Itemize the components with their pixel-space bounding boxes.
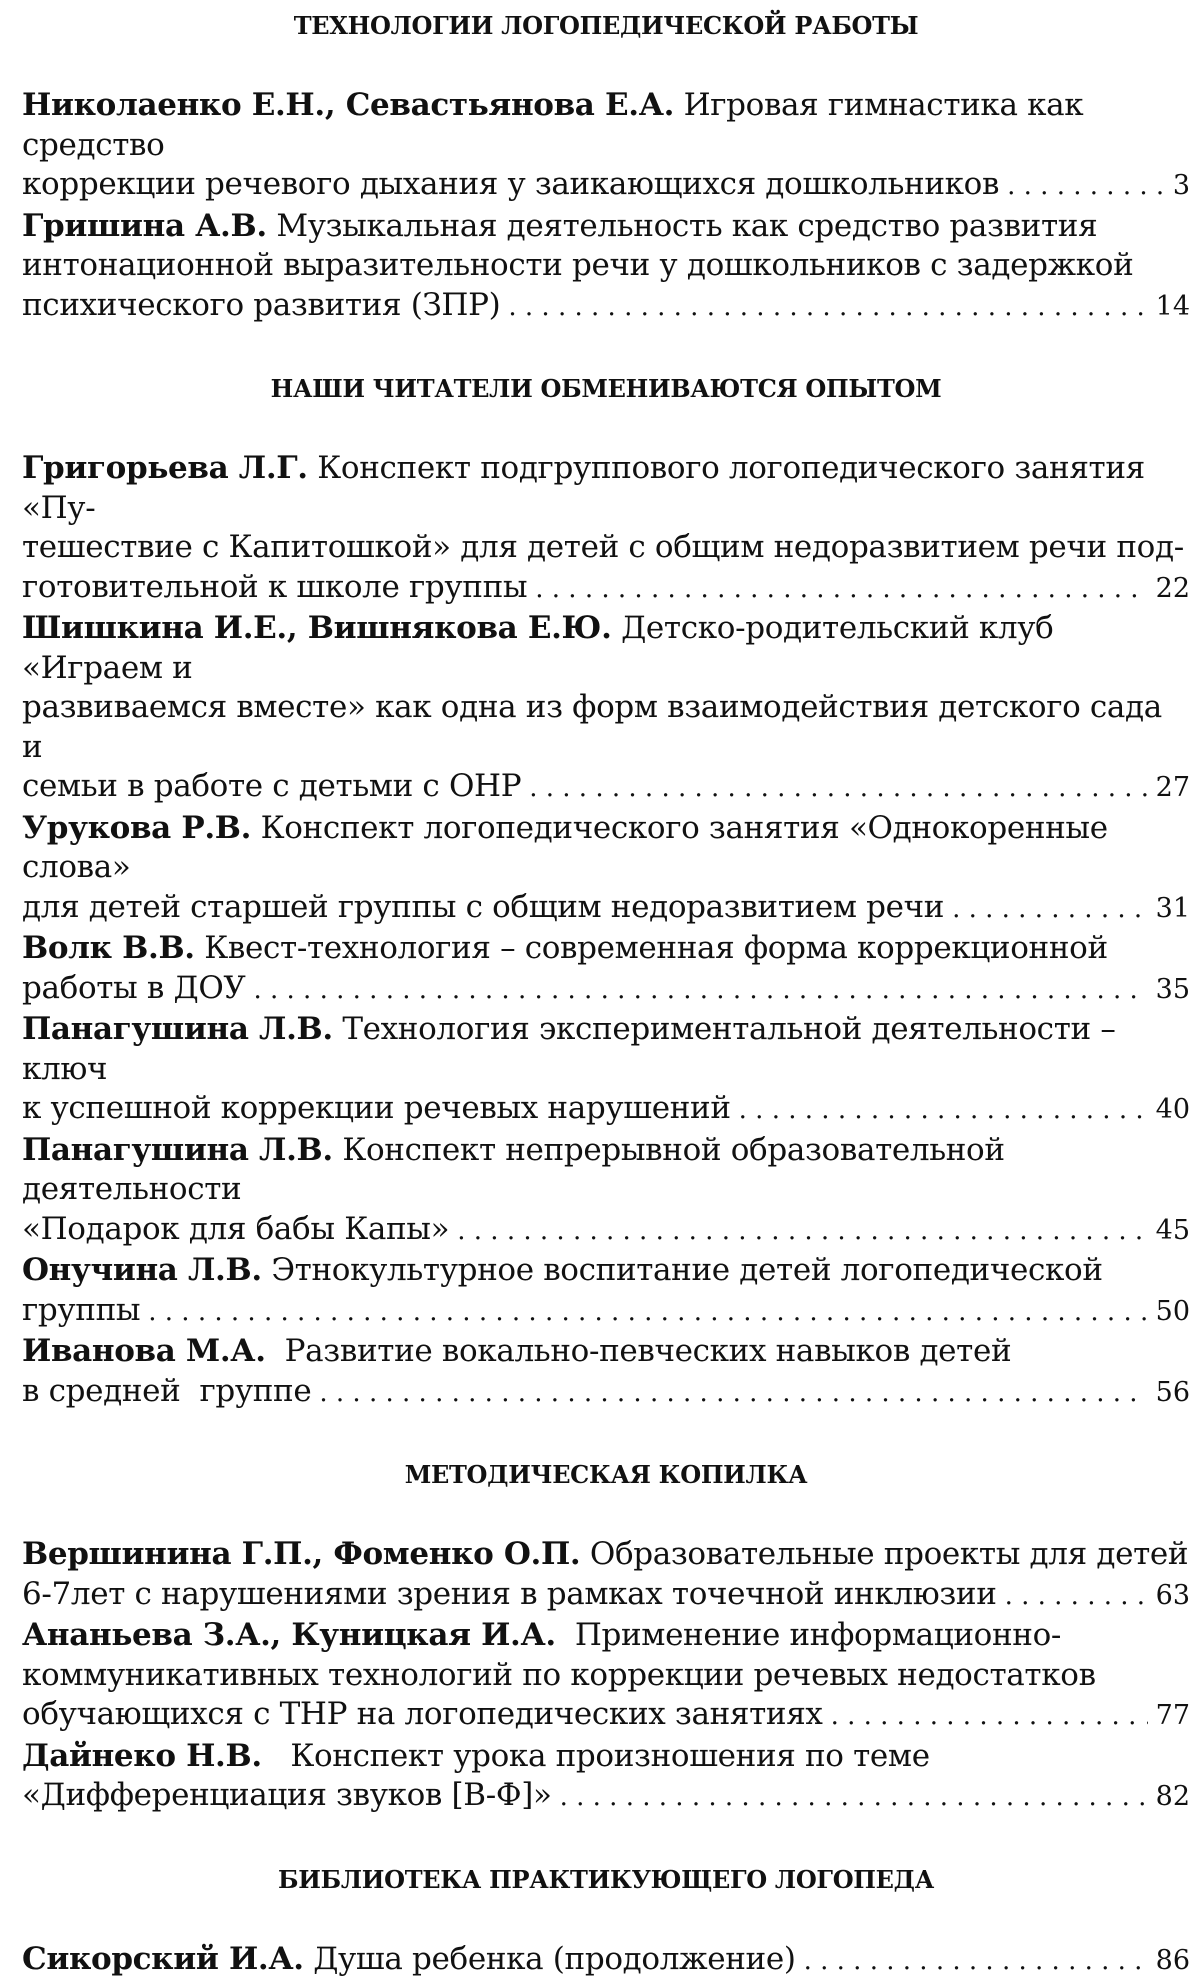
entry-authors: Григорьева Л.Г. (22, 450, 308, 486)
entry-page-number: 77 (1156, 1696, 1190, 1736)
toc-entry[interactable] (22, 1332, 1190, 1413)
entry-first-line (22, 1535, 1190, 1575)
toc-entry[interactable] (22, 1131, 1190, 1252)
entry-first-line (22, 207, 1190, 247)
section-entries (22, 1940, 1190, 1981)
toc-entry[interactable] (22, 609, 1190, 809)
entry-first-line (22, 1737, 1190, 1777)
entry-title-end: «Дифференциация звуков [В-Ф]» (22, 1776, 552, 1816)
toc-entry[interactable] (22, 207, 1190, 328)
entry-title-line: развиваемся вместе» как одна из форм взаимодействия детского сада и (22, 688, 1190, 767)
entry-authors: Гришина А.В. (22, 208, 267, 244)
entry-last-line (22, 1776, 1190, 1818)
entry-title-line: коммуникативных технологий по коррекции речевых недостатков (22, 1656, 1190, 1696)
dot-leader (535, 570, 1147, 610)
entry-page-number: 86 (1156, 1941, 1190, 1981)
entry-last-line (22, 165, 1190, 207)
entry-last-line (22, 1940, 1190, 1981)
entry-first-line (22, 929, 1190, 969)
entry-last-line (22, 888, 1190, 930)
entry-page-number: 22 (1156, 569, 1190, 609)
entry-title-line: Конспект логопедического занятия «Однокоренные слова» (22, 810, 1108, 886)
entry-authors: Иванова М.А. (22, 1333, 266, 1369)
entry-title-line: Конспект урока произношения по теме (290, 1738, 929, 1774)
entry-authors: Панагушина Л.В. (22, 1011, 333, 1047)
entry-page-number: 82 (1156, 1777, 1190, 1817)
entry-last-line (22, 286, 1190, 328)
entry-title-end: «Подарок для бабы Капы» (22, 1210, 449, 1250)
entry-first-line (22, 809, 1190, 888)
entry-title-end: работы в ДОУ (22, 969, 245, 1009)
entry-authors: Ананьева З.А., Куницкая И.А. (22, 1617, 556, 1653)
toc-section (22, 371, 1190, 1413)
entry-first-line (22, 1332, 1190, 1372)
entry-title-end: к успешной коррекции речевых нарушений (22, 1089, 731, 1129)
dot-leader (319, 1374, 1147, 1414)
dot-leader (529, 769, 1147, 809)
entry-page-number: 27 (1156, 768, 1190, 808)
entry-last-line (22, 1291, 1190, 1333)
entry-first-line (22, 1131, 1190, 1210)
toc-entry[interactable] (22, 1535, 1190, 1616)
section-entries (22, 86, 1190, 327)
entry-last-line (22, 1089, 1190, 1131)
dot-leader (508, 288, 1147, 328)
dot-leader (148, 1293, 1147, 1333)
toc-section (22, 1457, 1190, 1818)
entry-title-end: в средней группе (22, 1372, 311, 1412)
entry-title-line: Этнокультурное воспитание детей логопедической (271, 1252, 1102, 1288)
entry-page-number: 3 (1173, 166, 1190, 206)
entry-first-line (22, 1010, 1190, 1089)
entry-title-line: Образовательные проекты для детей (590, 1536, 1188, 1572)
toc-entry[interactable] (22, 1737, 1190, 1818)
entry-page-number: 40 (1156, 1090, 1190, 1130)
entry-title-end: Душа ребенка (продолжение) (313, 1940, 795, 1980)
entry-first-line (22, 1251, 1190, 1291)
entry-authors: Вершинина Г.П., Фоменко О.П. (22, 1536, 580, 1572)
dot-leader (952, 890, 1148, 930)
entry-title-line: тешествие с Капитошкой» для детей с общим недоразвитием речи под- (22, 528, 1190, 568)
entry-title-line: Конспект подгруппового логопедического занятия «Пу- (22, 450, 1145, 526)
entry-last-line (22, 969, 1190, 1011)
toc-entry[interactable] (22, 1251, 1190, 1332)
dot-leader (253, 971, 1147, 1011)
entry-page-number: 56 (1156, 1373, 1190, 1413)
entry-title-end: обучающихся с ТНР на логопедических занятиях (22, 1695, 823, 1735)
entry-title-line: Музыкальная деятельность как средство развития (276, 208, 1097, 244)
dot-leader (560, 1778, 1148, 1818)
entry-page-number: 63 (1156, 1576, 1190, 1616)
entry-title-end: для детей старшей группы с общим недоразвитием речи (22, 888, 944, 928)
entry-page-number: 50 (1156, 1292, 1190, 1332)
entry-first-line (22, 86, 1190, 165)
entry-title-end: группы (22, 1291, 140, 1331)
entry-authors: Волк В.В. (22, 930, 195, 966)
entry-page-number: 31 (1156, 889, 1190, 929)
dot-leader (804, 1942, 1148, 1981)
entry-title-end: 6-7лет с нарушениями зрения в рамках точечной инклюзии (22, 1575, 997, 1615)
entry-title-line: Игровая гимнастика как средство (22, 87, 1083, 163)
toc-entry[interactable] (22, 1010, 1190, 1131)
entry-title-line: интонационной выразительности речи у дошкольников с задержкой (22, 246, 1190, 286)
entry-page-number: 35 (1156, 970, 1190, 1010)
entry-last-line (22, 568, 1190, 610)
entry-last-line (22, 1372, 1190, 1414)
entry-title-line: Развитие вокально-певческих навыков детей (285, 1333, 1012, 1369)
toc-entry[interactable] (22, 809, 1190, 930)
dot-leader (1005, 1577, 1148, 1617)
entry-first-line (22, 609, 1190, 688)
toc-section (22, 1862, 1190, 1981)
toc-entry[interactable] (22, 1616, 1190, 1737)
entry-title-line: Применение информационно- (575, 1617, 1061, 1653)
entry-first-line (22, 449, 1190, 528)
section-title: НАШИ ЧИТАТЕЛИ ОБМЕНИВАЮТСЯ ОПЫТОМ (22, 371, 1190, 407)
entry-title-end: психического развития (ЗПР) (22, 286, 500, 326)
entry-title-line: Технология экспериментальной деятельности – ключ (22, 1011, 1115, 1087)
section-entries (22, 1535, 1190, 1818)
section-entries (22, 449, 1190, 1413)
entry-title-line: Детско-родительский клуб «Играем и (22, 610, 1053, 686)
entry-title-end: коррекции речевого дыхания у заикающихся дошкольников (22, 165, 999, 205)
toc-entry[interactable] (22, 1940, 1190, 1981)
entry-authors: Шишкина И.Е., Вишнякова Е.Ю. (22, 610, 612, 646)
entry-title-line: Конспект непрерывной образовательной деятельности (22, 1132, 1005, 1208)
toc-entry[interactable] (22, 86, 1190, 207)
entry-page-number: 45 (1156, 1211, 1190, 1251)
dot-leader (831, 1697, 1148, 1737)
entry-authors: Урукова Р.В. (22, 810, 251, 846)
toc-section (22, 8, 1190, 327)
dot-leader (457, 1212, 1147, 1252)
entry-authors: Дайнеко Н.В. (22, 1738, 262, 1774)
section-title: МЕТОДИЧЕСКАЯ КОПИЛКА (22, 1457, 1190, 1493)
entry-last-line (22, 1575, 1190, 1617)
entry-title-line: Квест-технология – современная форма коррекционной (204, 930, 1108, 966)
section-title: ТЕХНОЛОГИИ ЛОГОПЕДИЧЕСКОЙ РАБОТЫ (22, 8, 1190, 44)
section-title: БИБЛИОТЕКА ПРАКТИКУЮЩЕГО ЛОГОПЕДА (22, 1862, 1190, 1898)
entry-last-line (22, 1695, 1190, 1737)
entry-page-number: 14 (1156, 287, 1190, 327)
entry-last-line (22, 767, 1190, 809)
entry-title-end: готовительной к школе группы (22, 568, 527, 608)
toc-entry[interactable] (22, 449, 1190, 609)
dot-leader (1007, 167, 1165, 207)
entry-authors: Сикорский И.А. (22, 1940, 304, 1980)
entry-authors: Николаенко Е.Н., Севастьянова Е.А. (22, 87, 674, 123)
toc-entry[interactable] (22, 929, 1190, 1010)
entry-last-line (22, 1210, 1190, 1252)
dot-leader (739, 1091, 1148, 1131)
entry-title-end: семьи в работе с детьми с ОНР (22, 767, 521, 807)
entry-first-line (22, 1616, 1190, 1656)
entry-authors: Онучина Л.В. (22, 1252, 262, 1288)
entry-authors: Панагушина Л.В. (22, 1132, 333, 1168)
